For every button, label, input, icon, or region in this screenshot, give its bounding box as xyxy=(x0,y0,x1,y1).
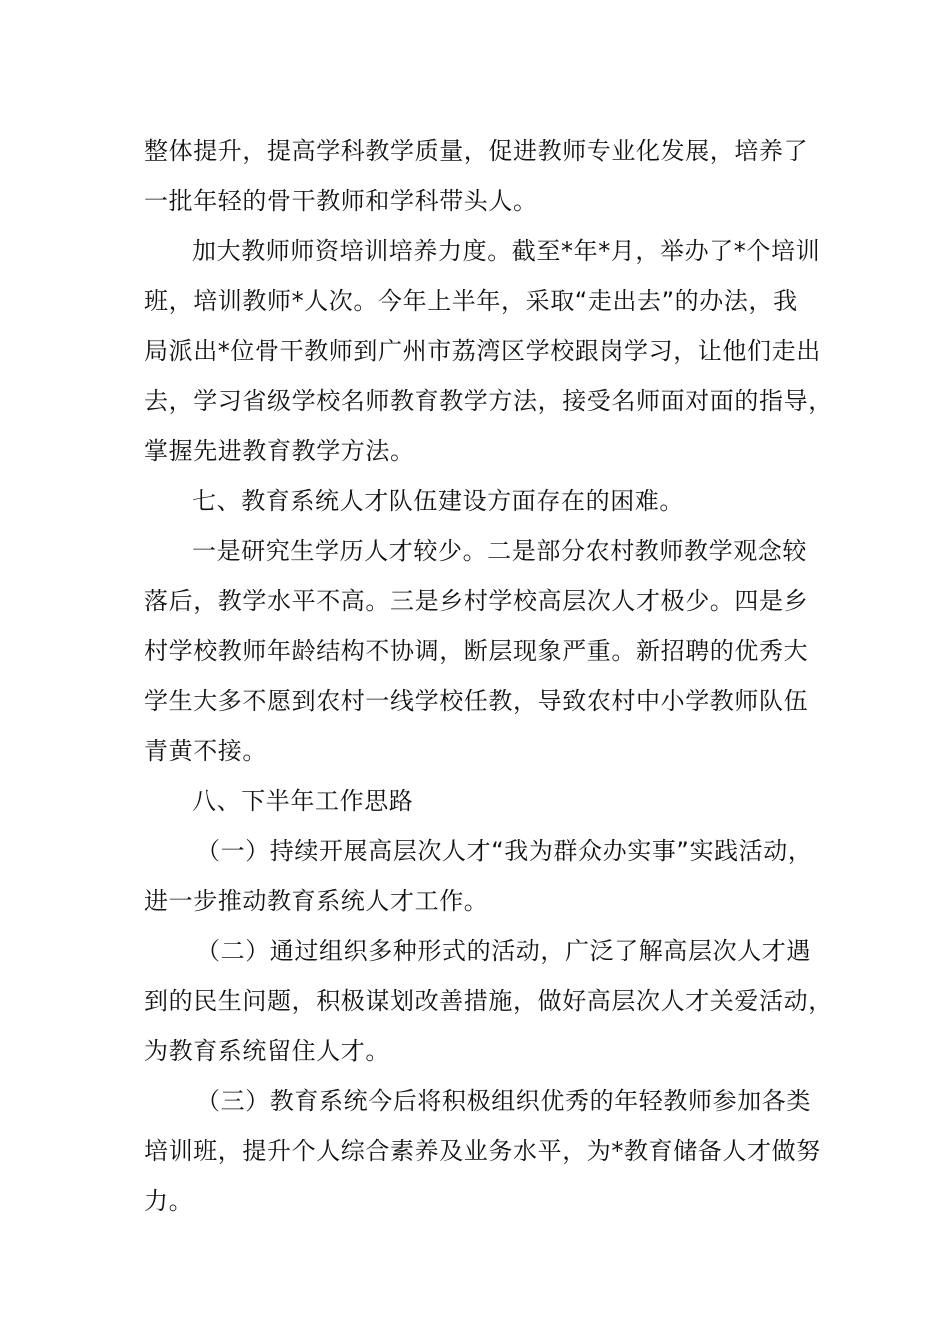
section-heading: 七、教育系统人才队伍建设方面存在的困难。 xyxy=(192,487,684,515)
text-line: 力。 xyxy=(144,1187,194,1215)
section-heading: 八、下半年工作思路 xyxy=(192,787,414,815)
text-line: 一批年轻的骨干教师和学科带头人。 xyxy=(144,187,538,215)
text-line: 班，培训教师*人次。今年上半年，采取“走出去”的办法，我 xyxy=(144,287,798,315)
text-line: （二）通过组织多种形式的活动，广泛了解高层次人才遇 xyxy=(196,937,811,965)
text-line: 村学校教师年龄结构不协调，断层现象严重。新招聘的优秀大 xyxy=(144,637,809,665)
text-line: 去，学习省级学校名师教育教学方法，接受名师面对面的指导， xyxy=(144,387,833,415)
text-line: 青黄不接。 xyxy=(144,737,267,765)
text-line: （一）持续开展高层次人才“我为群众办实事”实践活动， xyxy=(196,837,813,865)
text-line: 一是研究生学历人才较少。二是部分农村教师教学观念较 xyxy=(192,537,807,565)
text-line: 培训班，提升个人综合素养及业务水平，为*教育储备人才做努 xyxy=(144,1137,821,1165)
text-line: 掌握先进教育教学方法。 xyxy=(144,437,415,465)
text-line: 落后，教学水平不高。三是乡村学校高层次人才极少。四是乡 xyxy=(144,587,809,615)
text-line: （三）教育系统今后将积极组织优秀的年轻教师参加各类 xyxy=(196,1087,811,1115)
text-line: 加大教师师资培训培养力度。截至*年*月，举办了*个培训 xyxy=(192,237,821,265)
text-line: 为教育系统留住人才。 xyxy=(144,1037,390,1065)
text-line: 局派出*位骨干教师到广州市荔湾区学校跟岗学习，让他们走出 xyxy=(144,337,821,365)
text-line: 整体提升，提高学科教学质量，促进教师专业化发展，培养了 xyxy=(144,137,809,165)
text-line: 到的民生问题，积极谋划改善措施，做好高层次人才关爱活动， xyxy=(144,987,833,1015)
text-line: 进一步推动教育系统人才工作。 xyxy=(144,887,489,915)
text-line: 学生大多不愿到农村一线学校任教，导致农村中小学教师队伍 xyxy=(144,687,809,715)
